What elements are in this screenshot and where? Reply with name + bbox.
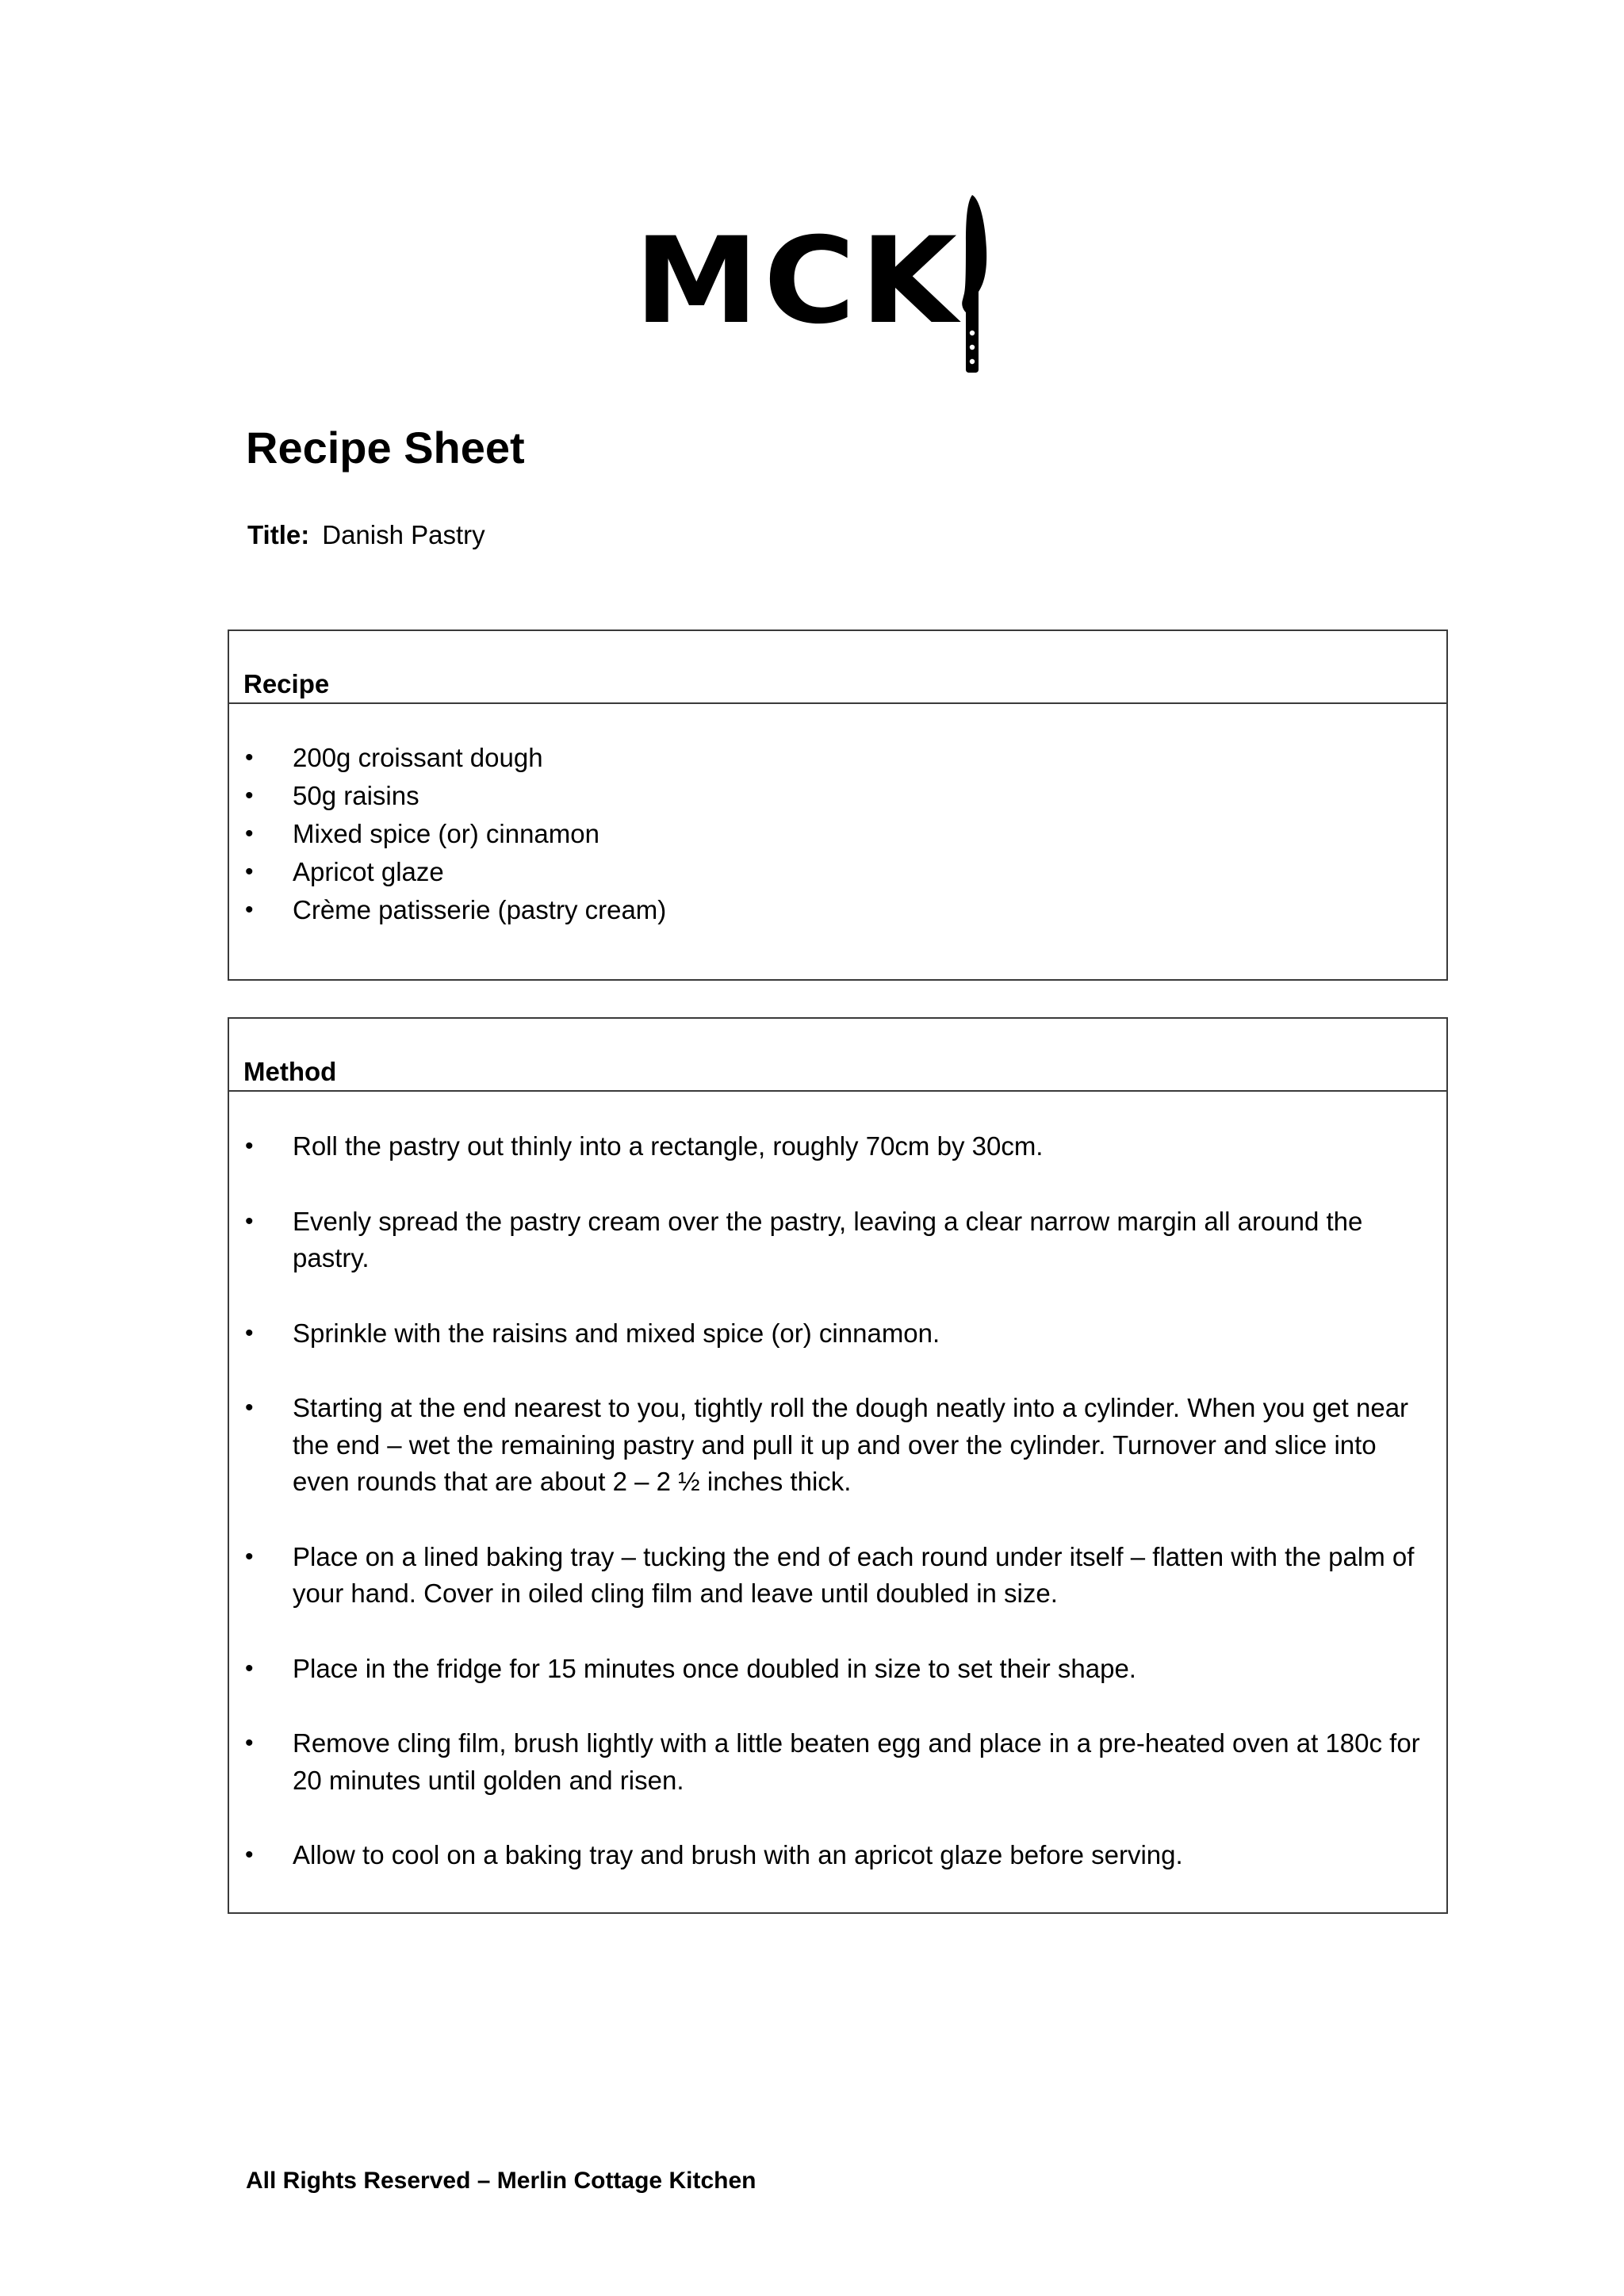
bullet-icon: • xyxy=(245,783,254,809)
list-item xyxy=(229,1203,1446,1277)
step-text: Roll the pastry out thinly into a rectangle, roughly 70cm by 30cm. xyxy=(293,1131,1044,1161)
ingredient-text: 50g raisins xyxy=(293,781,419,810)
page-title: Recipe Sheet xyxy=(246,423,525,473)
method-list xyxy=(229,1092,1446,1874)
bullet-icon: • xyxy=(245,1842,254,1868)
bullet-icon: • xyxy=(245,1133,254,1159)
method-box xyxy=(228,1017,1448,1914)
title-label: Title: xyxy=(247,520,310,549)
bullet-icon: • xyxy=(245,1319,254,1346)
step-text: Sprinkle with the raisins and mixed spice (or) cinnamon. xyxy=(293,1318,940,1348)
mck-logo xyxy=(634,193,1015,373)
bullet-icon: • xyxy=(245,1395,254,1421)
step-text: Starting at the end nearest to you, tightly roll the dough neatly into a cylinder. When you get near the end – wet the remaining pastry and pull it up and over the cylinder. Turnover and slice into even rounds that are about 2 – 2 ½ inches thick. xyxy=(293,1393,1409,1496)
bullet-icon: • xyxy=(245,1207,254,1234)
list-item xyxy=(229,853,1446,891)
bullet-icon: • xyxy=(245,1655,254,1682)
list-item xyxy=(229,1651,1446,1688)
method-header-label: Method xyxy=(243,1057,337,1086)
footer-copyright: All Rights Reserved – Merlin Cottage Kitchen xyxy=(246,2168,756,2194)
method-header xyxy=(229,1019,1446,1092)
step-text: Allow to cool on a baking tray and brush with an apricot glaze before serving. xyxy=(293,1840,1183,1869)
recipe-title-line xyxy=(247,520,485,550)
list-item xyxy=(229,891,1446,929)
list-item xyxy=(229,1128,1446,1165)
step-text: Place in the fridge for 15 minutes once doubled in size to set their shape. xyxy=(293,1653,1136,1683)
list-item xyxy=(229,739,1446,777)
recipe-box xyxy=(228,629,1448,981)
bullet-icon: • xyxy=(245,1730,254,1756)
list-item xyxy=(229,777,1446,815)
list-item xyxy=(229,1725,1446,1799)
bullet-icon: • xyxy=(245,1543,254,1570)
title-value: Danish Pastry xyxy=(322,520,485,549)
knife-icon xyxy=(955,193,990,373)
bullet-icon: • xyxy=(245,859,254,885)
list-item xyxy=(229,815,1446,853)
ingredient-text: Crème patisserie (pastry cream) xyxy=(293,895,667,924)
bullet-icon: • xyxy=(245,821,254,847)
logo-text: MCK xyxy=(634,212,963,350)
list-item xyxy=(229,1837,1446,1874)
step-text: Evenly spread the pastry cream over the pastry, leaving a clear narrow margin all around the pastry. xyxy=(293,1206,1363,1272)
ingredient-list xyxy=(229,704,1446,929)
recipe-header xyxy=(229,631,1446,704)
step-text: Place on a lined baking tray – tucking the end of each round under itself – flatten with the palm of your hand. Cover in oiled cling film and leave until doubled in size. xyxy=(293,1541,1415,1608)
list-item xyxy=(229,1390,1446,1501)
ingredient-text: Apricot glaze xyxy=(293,857,444,886)
ingredient-text: Mixed spice (or) cinnamon xyxy=(293,819,599,848)
step-text: Remove cling film, brush lightly with a little beaten egg and place in a pre-heated oven at 180c for 20 minutes until golden and risen. xyxy=(293,1728,1420,1795)
ingredient-text: 200g croissant dough xyxy=(293,743,543,772)
recipe-header-label: Recipe xyxy=(243,669,330,698)
bullet-icon: • xyxy=(245,744,254,771)
list-item xyxy=(229,1315,1446,1353)
bullet-icon: • xyxy=(245,897,254,923)
list-item xyxy=(229,1539,1446,1613)
